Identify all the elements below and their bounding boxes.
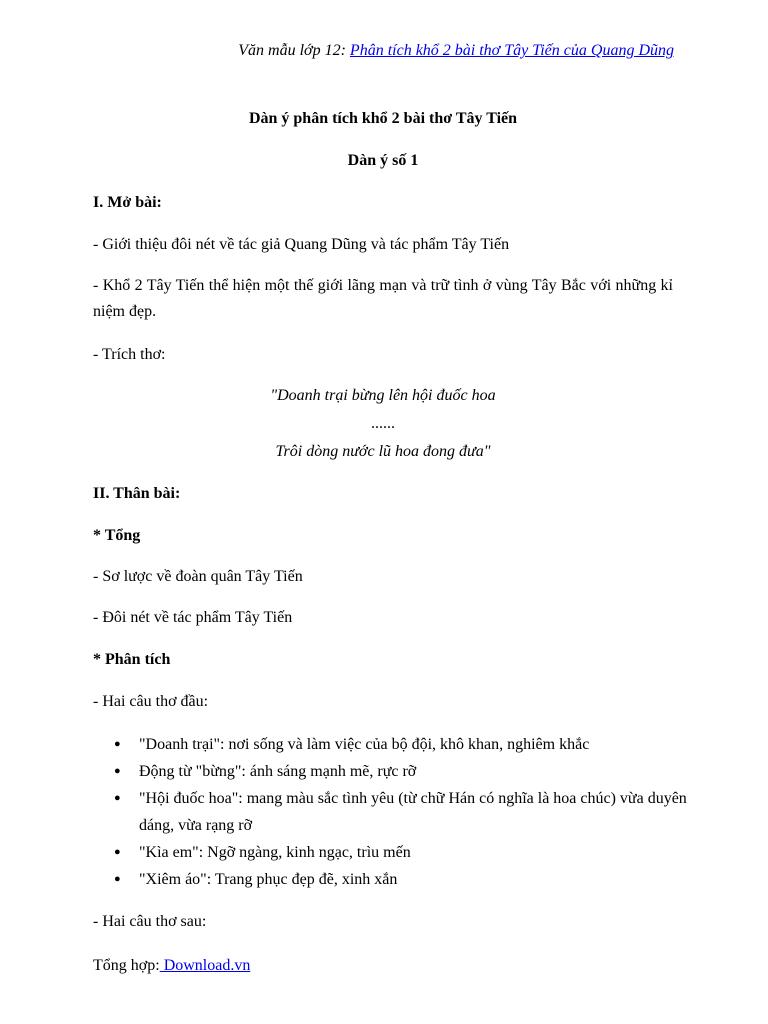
analysis-bullet-list xyxy=(93,731,719,893)
list-item: ● "Kìa em": Ngỡ ngàng, kinh ngạc, trìu mến xyxy=(139,839,719,866)
footer-source-link[interactable]: Download.vn xyxy=(159,957,251,974)
subheading-overview: * Tổng xyxy=(93,527,141,544)
intro-line-2: - Khổ 2 Tây Tiến thể hiện một thế giới lãng mạn và trữ tình ở vùng Tây Bắc với những kỉ niệm đẹp. xyxy=(93,277,673,320)
overview-item-1: - Sơ lược về đoàn quân Tây Tiến xyxy=(93,568,303,585)
page-footer xyxy=(93,957,250,975)
list-item: ● "Doanh trại": nơi sống và làm việc của bộ đội, khô khan, nghiêm khắc xyxy=(139,731,719,758)
poem-ellipsis: ...... xyxy=(371,415,395,432)
poem-line-1: "Doanh trại bừng lên hội đuốc hoa xyxy=(270,387,496,404)
footer-prefix: Tổng hợp: xyxy=(93,957,160,974)
list-item: ● Động từ "bừng": ánh sáng mạnh mẽ, rực rỡ xyxy=(139,758,719,785)
poem-line-2: Trôi dòng nước lũ hoa đong đưa" xyxy=(275,443,491,460)
analysis-next: - Hai câu thơ sau: xyxy=(93,913,207,930)
header-prefix: Văn mẫu lớp 12: xyxy=(238,42,346,59)
intro-line-3: - Trích thơ: xyxy=(93,346,166,363)
header-article-link[interactable]: Phân tích khổ 2 bài thơ Tây Tiến của Quang Dũng xyxy=(349,42,674,59)
subheading-analysis: * Phân tích xyxy=(93,651,171,668)
document-subtitle: Dàn ý số 1 xyxy=(347,152,419,169)
section-heading-body: II. Thân bài: xyxy=(93,485,181,502)
analysis-intro: - Hai câu thơ đầu: xyxy=(93,693,209,710)
document-title: Dàn ý phân tích khổ 2 bài thơ Tây Tiến xyxy=(248,110,518,127)
page-header xyxy=(238,42,674,60)
overview-item-2: - Đôi nét về tác phẩm Tây Tiến xyxy=(93,609,293,626)
list-item: ● "Xiêm áo": Trang phục đẹp đẽ, xinh xắn xyxy=(139,866,719,893)
section-heading-intro: I. Mở bài: xyxy=(93,194,162,211)
intro-line-1: - Giới thiệu đôi nét về tác giả Quang Dũng và tác phẩm Tây Tiến xyxy=(93,236,510,253)
list-item: ● "Hội đuốc hoa": mang màu sắc tình yêu (từ chữ Hán có nghĩa là hoa chúc) vừa duyên dáng, vừa rạng rỡ xyxy=(139,785,719,839)
